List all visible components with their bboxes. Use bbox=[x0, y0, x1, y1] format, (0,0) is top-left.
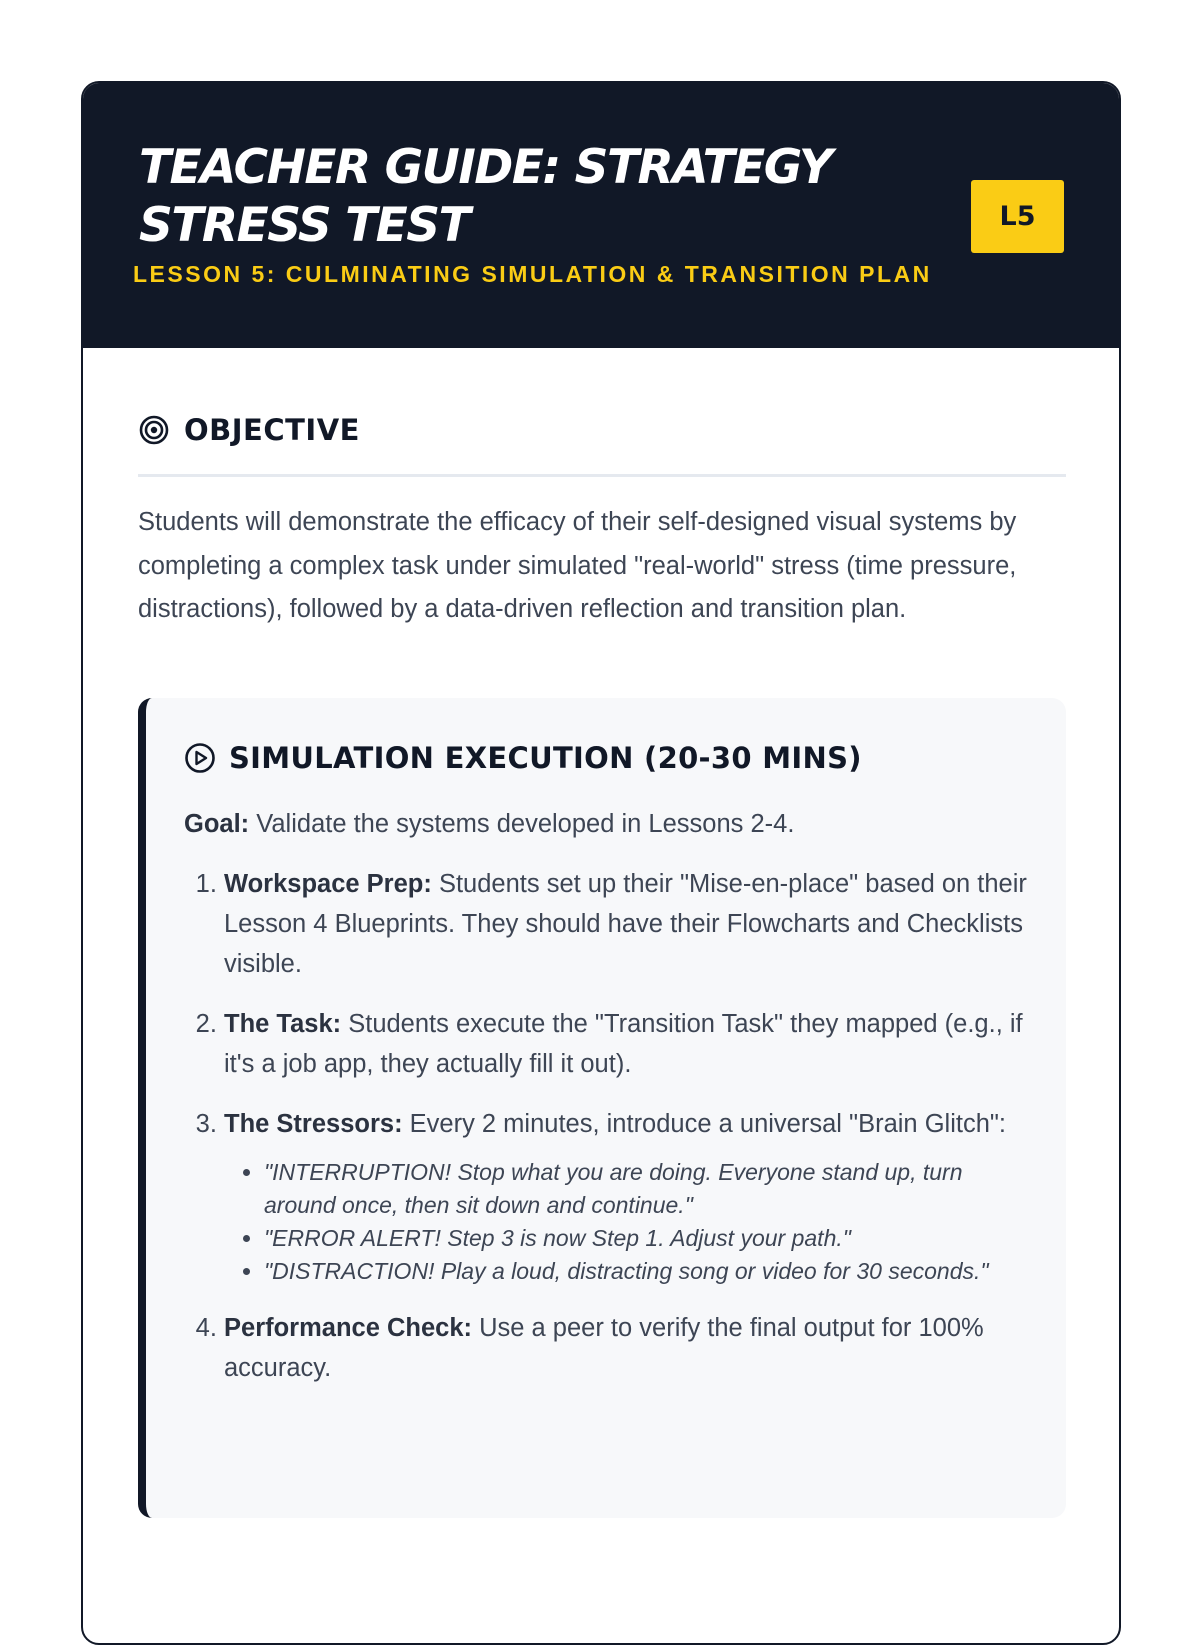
step-label: Workspace Prep: bbox=[224, 869, 432, 898]
simulation-title: SIMULATION EXECUTION (20-30 MINS) bbox=[229, 740, 862, 775]
goal-label: Goal: bbox=[184, 809, 250, 838]
goal-text: Validate the systems developed in Lessons 2-4. bbox=[249, 809, 795, 838]
stressor-list bbox=[224, 1156, 1036, 1288]
step-item bbox=[224, 1308, 1036, 1388]
simulation-steps bbox=[184, 864, 1036, 1388]
simulation-panel bbox=[138, 698, 1066, 1518]
play-circle-icon bbox=[184, 742, 216, 774]
objective-heading bbox=[138, 400, 1066, 460]
step-text: Students set up their "Mise-en-place" based on their Lesson 4 Blueprints. They should have their Flowcharts and Checklists visible. bbox=[224, 869, 1027, 978]
step-label: The Task: bbox=[224, 1009, 342, 1038]
objective-text: Students will demonstrate the efficacy of their self-designed visual systems by completing a complex task under simulated "real-world" stress (time pressure, distractions), followed by a data-driven reflection and transition plan. bbox=[138, 508, 1017, 623]
step-text: Use a peer to verify the final output for 100% accuracy. bbox=[224, 1313, 984, 1382]
step-label: The Stressors: bbox=[224, 1109, 403, 1138]
guide-header bbox=[83, 83, 1119, 348]
step-item bbox=[224, 1004, 1036, 1084]
lesson-badge: L5 bbox=[971, 180, 1064, 253]
simulation-goal bbox=[184, 804, 1036, 844]
target-icon bbox=[138, 414, 170, 446]
lesson-subtitle: LESSON 5: CULMINATING SIMULATION & TRANSITION PLAN bbox=[133, 261, 932, 287]
stressor-item: • "ERROR ALERT! Step 3 is now Step 1. Adjust your path." bbox=[264, 1222, 1036, 1255]
objective-divider bbox=[138, 474, 1066, 477]
step-item bbox=[224, 1104, 1036, 1288]
step-label: Performance Check: bbox=[224, 1313, 473, 1342]
stressor-item: • "DISTRACTION! Play a loud, distracting song or video for 30 seconds." bbox=[264, 1255, 1036, 1288]
step-text: Students execute the "Transition Task" they mapped (e.g., if it's a job app, they actually fill it out). bbox=[224, 1009, 1023, 1078]
objective-title: OBJECTIVE bbox=[184, 413, 360, 447]
guide-content bbox=[83, 400, 1119, 1518]
step-item bbox=[224, 864, 1036, 984]
page-title: TEACHER GUIDE: STRATEGY STRESS TEST bbox=[139, 140, 832, 253]
step-text: Every 2 minutes, introduce a universal "Brain Glitch": bbox=[402, 1109, 1007, 1138]
simulation-heading bbox=[184, 738, 1036, 778]
stressor-item: • "INTERRUPTION! Stop what you are doing. Everyone stand up, turn around once, then sit down and continue." bbox=[264, 1156, 1036, 1222]
teacher-guide-card bbox=[81, 81, 1121, 1645]
